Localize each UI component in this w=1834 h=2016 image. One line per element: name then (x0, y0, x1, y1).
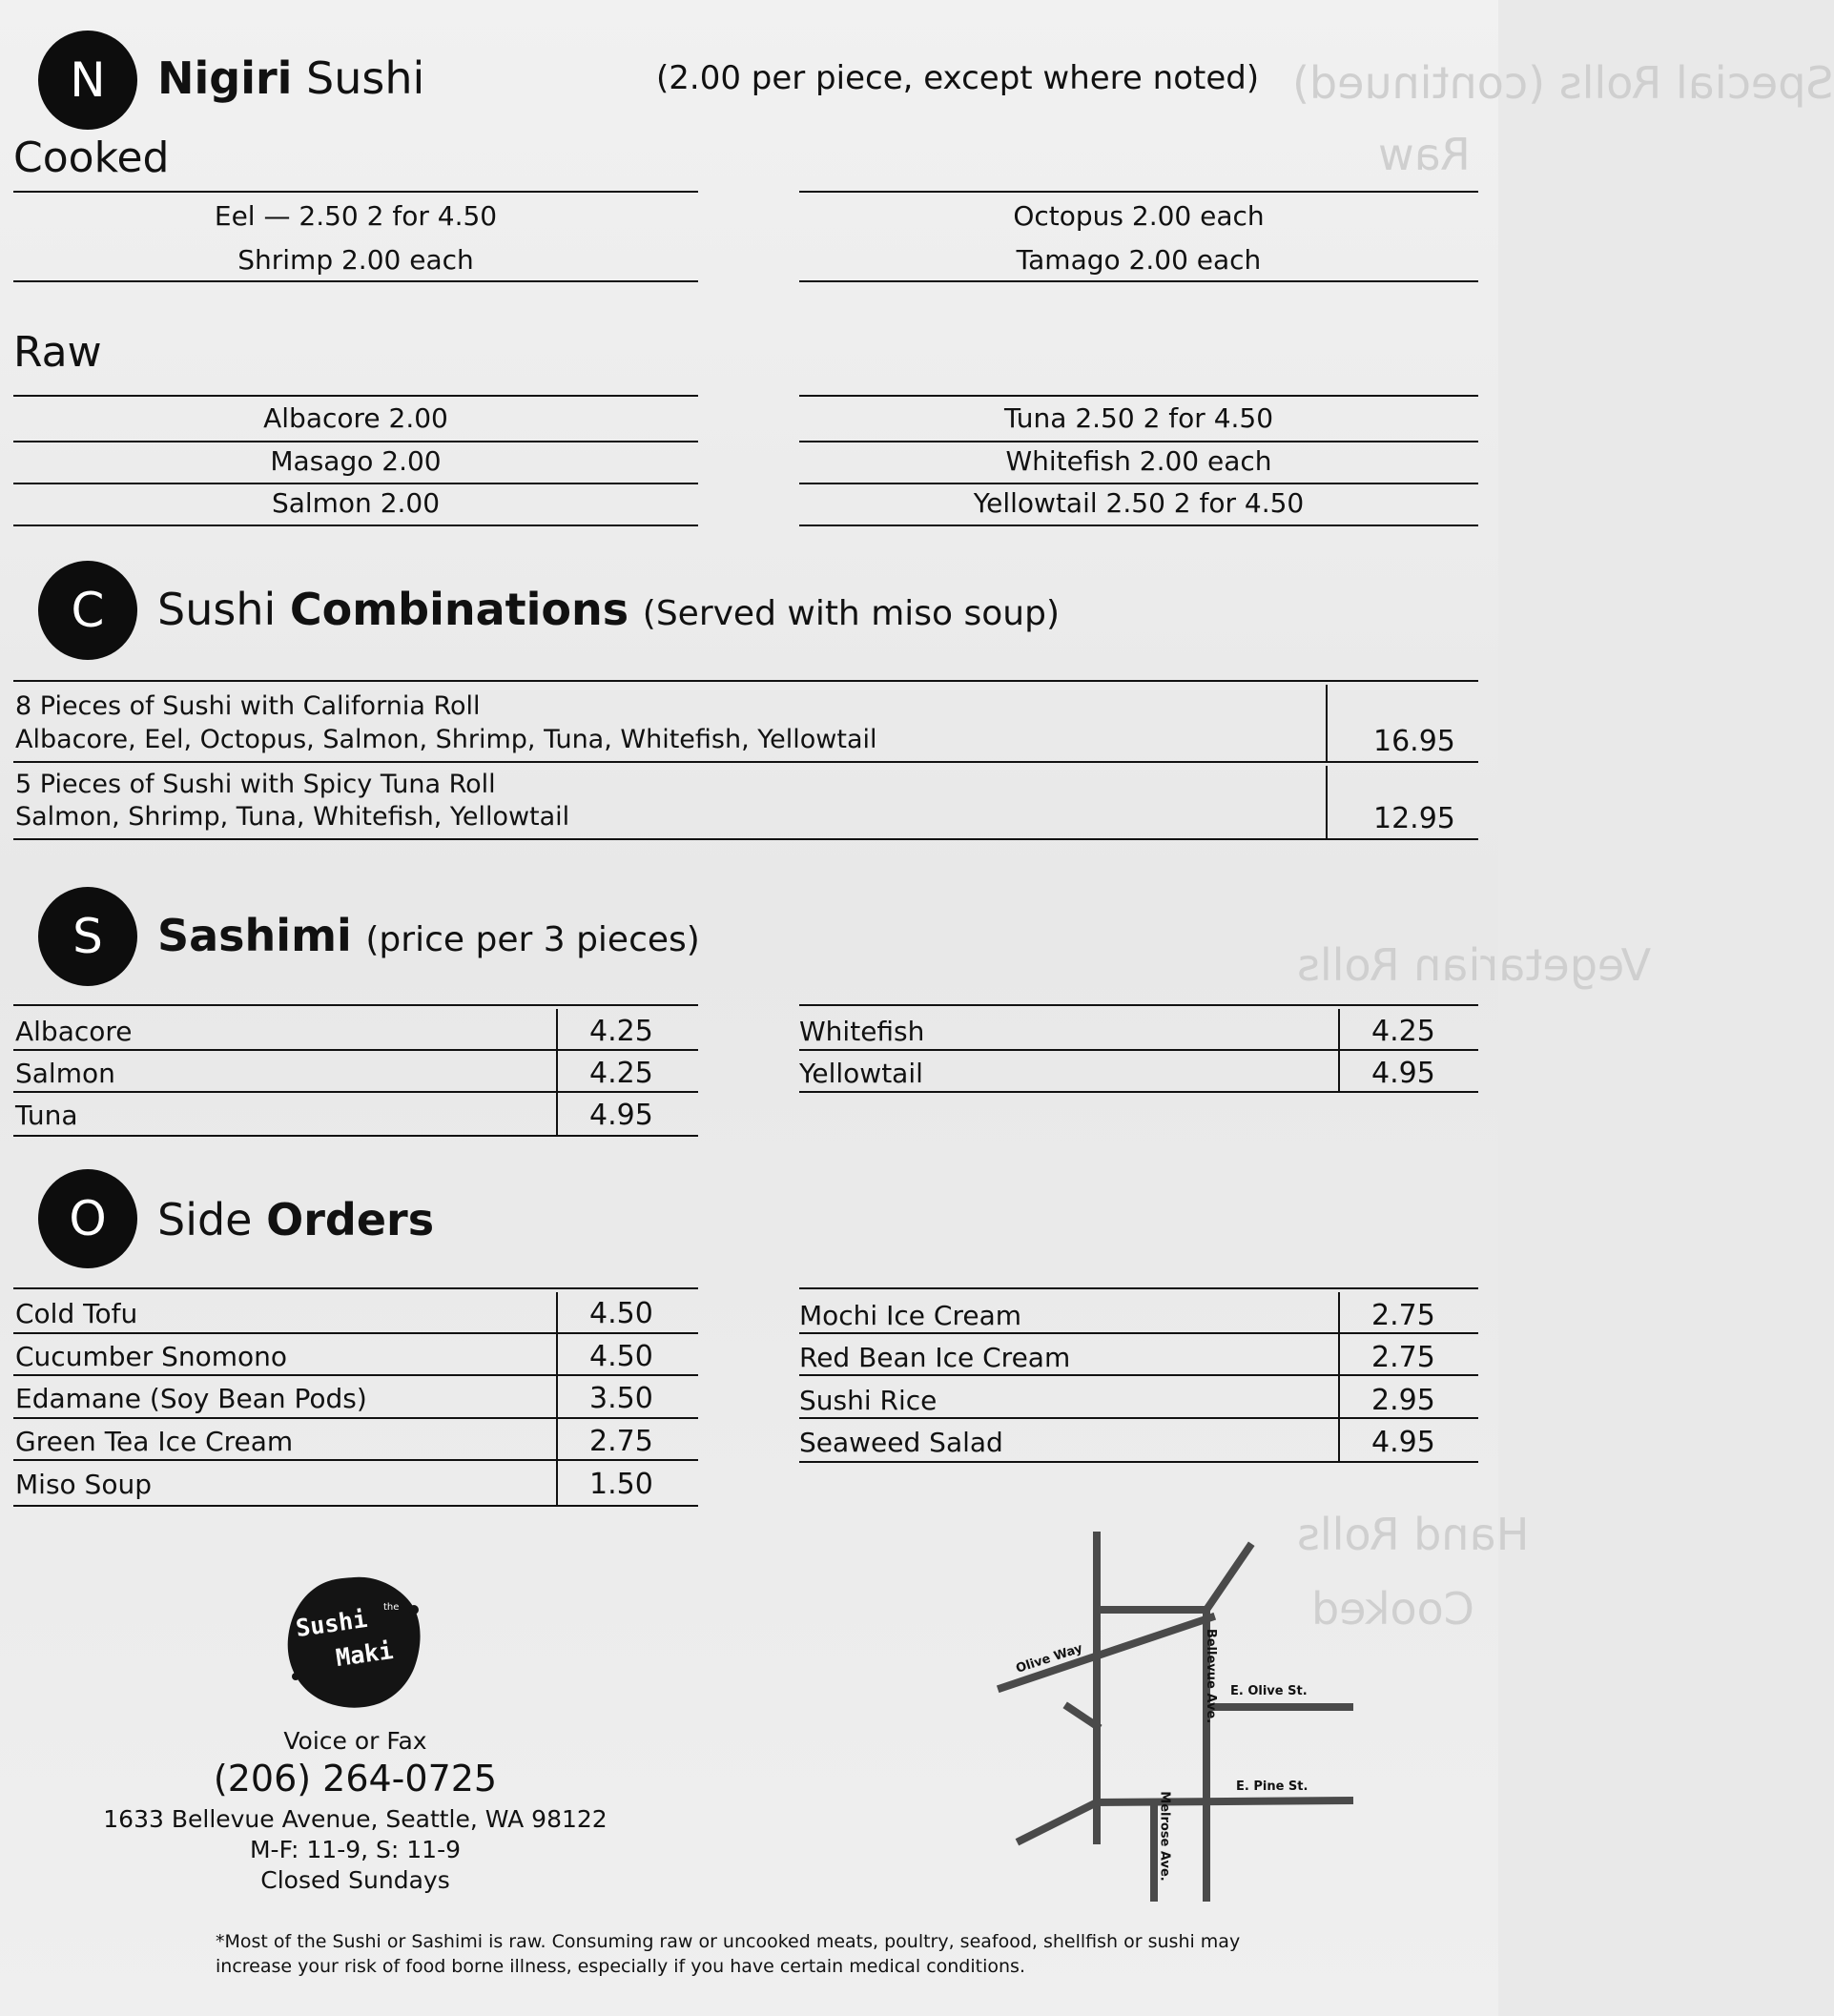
divider (13, 1417, 698, 1419)
side-item-name: Sushi Rice (799, 1385, 938, 1416)
divider (1326, 766, 1328, 838)
divider (13, 838, 1478, 840)
sashimi-item-name: Salmon (15, 1058, 115, 1089)
sashimi-item-price: 4.95 (589, 1099, 653, 1132)
side-item-name: Red Bean Ice Cream (799, 1342, 1071, 1373)
divider (13, 483, 698, 484)
divider (799, 1417, 1478, 1419)
divider (13, 1004, 698, 1006)
side-item-name: Green Tea Ice Cream (15, 1426, 294, 1457)
disclaimer-line-1: *Most of the Sushi or Sashimi is raw. Consuming raw or uncooked meats, poultry, seafood, shellfish or sushi may (216, 1931, 1241, 1952)
divider (799, 441, 1478, 442)
nigiri-cooked-left-item: Shrimp 2.00 each (237, 244, 474, 276)
bleed-hand-rolls: Hand Rolls (1297, 1509, 1530, 1560)
divider (13, 1505, 698, 1507)
divider (13, 191, 698, 193)
divider (799, 483, 1478, 484)
logo (282, 1572, 425, 1711)
map-roads (992, 1526, 1364, 1898)
combinations-badge: C (38, 561, 137, 660)
bleed-cooked: Cooked (1311, 1583, 1474, 1635)
divider (799, 1332, 1478, 1334)
nigiri-title-light: Sushi (306, 52, 425, 104)
divider (13, 1332, 698, 1334)
divider (13, 1459, 698, 1461)
cooked-heading: Cooked (13, 134, 170, 182)
sashimi-item-name: Tuna (15, 1100, 78, 1131)
sashimi-item-name: Whitefish (799, 1016, 925, 1047)
side-orders-title (157, 1194, 434, 1245)
divider (799, 1287, 1478, 1289)
nigiri-cooked-right-item: Tamago 2.00 each (1016, 244, 1262, 276)
nigiri-cooked-right-item: Octopus 2.00 each (1013, 200, 1265, 232)
divider (13, 1049, 698, 1051)
side-item-price: 2.95 (1371, 1384, 1435, 1417)
sashimi-item-name: Albacore (15, 1016, 133, 1047)
sashimi-item-price: 4.95 (1371, 1057, 1435, 1090)
side-item-name: Mochi Ice Cream (799, 1300, 1021, 1331)
side-orders-title-light: Side (157, 1194, 253, 1245)
divider (799, 280, 1478, 282)
phone-number: (206) 264-0725 (213, 1758, 498, 1800)
nigiri-raw-right-item: Whitefish 2.00 each (1005, 445, 1272, 477)
sashimi-title (157, 910, 700, 961)
divider (799, 395, 1478, 397)
divider (799, 1049, 1478, 1051)
divider (13, 395, 698, 397)
divider (13, 525, 698, 526)
nigiri-badge: N (38, 31, 137, 130)
street-label-bellevue-ave: Bellevue Ave. (1204, 1628, 1219, 1724)
logo-text-the: the (383, 1602, 400, 1613)
side-item-price: 4.50 (589, 1340, 653, 1373)
sashimi-title-note: (price per 3 pieces) (365, 920, 700, 959)
bleed-special-rolls: Special Rolls (continued) (1292, 57, 1834, 109)
side-item-price: 2.75 (1371, 1299, 1435, 1332)
sashimi-item-name: Yellowtail (799, 1058, 923, 1089)
divider (799, 1091, 1478, 1093)
nigiri-raw-right-item: Tuna 2.50 2 for 4.50 (1003, 402, 1274, 434)
side-item-name: Miso Soup (15, 1469, 152, 1500)
nigiri-raw-right-item: Yellowtail 2.50 2 for 4.50 (973, 487, 1305, 519)
divider (13, 1091, 698, 1093)
side-item-name: Seaweed Salad (799, 1427, 1003, 1458)
sashimi-title-bold: Sashimi (157, 910, 352, 961)
nigiri-title (157, 52, 424, 104)
sashimi-item-price: 4.25 (1371, 1015, 1435, 1048)
closed-note: Closed Sundays (260, 1866, 450, 1894)
divider (799, 191, 1478, 193)
side-orders-badge: O (38, 1169, 137, 1268)
divider (1338, 1292, 1340, 1462)
combo-item-price: 12.95 (1373, 802, 1455, 835)
logo-text-1: Sushi (294, 1604, 369, 1643)
combo-item-title: 5 Pieces of Sushi with Spicy Tuna Roll (15, 770, 496, 799)
side-item-price: 2.75 (1371, 1341, 1435, 1374)
divider (13, 761, 1478, 763)
side-item-price: 2.75 (589, 1425, 653, 1458)
bleed-vegetarian-rolls: Vegetarian Rolls (1297, 939, 1652, 991)
divider (1338, 1009, 1340, 1093)
combo-item-desc: Salmon, Shrimp, Tuna, Whitefish, Yellowtail (15, 802, 570, 832)
side-item-price: 4.50 (589, 1297, 653, 1330)
side-item-name: Cucumber Snomono (15, 1341, 288, 1372)
divider (799, 1374, 1478, 1376)
combinations-title-bold: Combinations (289, 584, 629, 635)
street-label-e-olive-st: E. Olive St. (1230, 1684, 1308, 1698)
voice-fax-label: Voice or Fax (283, 1727, 427, 1755)
combinations-title (157, 584, 1060, 635)
nigiri-price-note: (2.00 per piece, except where noted) (656, 59, 1260, 97)
combinations-title-light: Sushi (157, 584, 277, 635)
nigiri-title-bold: Nigiri (157, 52, 293, 104)
street-label-e-pine-st: E. Pine St. (1236, 1779, 1309, 1794)
hours: M-F: 11-9, S: 11-9 (249, 1836, 461, 1863)
divider (13, 680, 1478, 682)
side-item-name: Edamane (Soy Bean Pods) (15, 1383, 367, 1414)
side-item-price: 1.50 (589, 1468, 653, 1501)
side-item-price: 4.95 (1371, 1426, 1435, 1459)
side-item-price: 3.50 (589, 1382, 653, 1415)
sashimi-item-price: 4.25 (589, 1015, 653, 1048)
sashimi-badge: S (38, 887, 137, 986)
street-label-melrose-ave: Melrose Ave. (1157, 1791, 1172, 1882)
divider (13, 441, 698, 442)
combinations-title-note: (Served with miso soup) (642, 594, 1060, 633)
divider (556, 1292, 558, 1506)
divider (13, 1287, 698, 1289)
nigiri-raw-left-item: Albacore 2.00 (263, 402, 448, 434)
nigiri-raw-left-item: Masago 2.00 (270, 445, 442, 477)
divider (556, 1009, 558, 1135)
sashimi-item-price: 4.25 (589, 1057, 653, 1090)
combo-item-price: 16.95 (1373, 725, 1455, 758)
logo-text-2: Maki (334, 1635, 395, 1673)
nigiri-raw-left-item: Salmon 2.00 (271, 487, 441, 519)
combo-item-desc: Albacore, Eel, Octopus, Salmon, Shrimp, Tuna, Whitefish, Yellowtail (15, 725, 877, 754)
combo-item-title: 8 Pieces of Sushi with California Roll (15, 691, 481, 721)
divider (13, 1135, 698, 1137)
divider (799, 1461, 1478, 1463)
address: 1633 Bellevue Avenue, Seattle, WA 98122 (103, 1805, 608, 1833)
street-label-olive-way: Olive Way (1014, 1641, 1085, 1677)
location-map (992, 1526, 1364, 1898)
divider (13, 280, 698, 282)
disclaimer-line-2: increase your risk of food borne illness, especially if you have certain medical conditions. (216, 1956, 1025, 1977)
divider (799, 525, 1478, 526)
divider (1326, 685, 1328, 761)
bleed-raw: Raw (1378, 129, 1471, 180)
nigiri-cooked-left-item: Eel — 2.50 2 for 4.50 (214, 200, 498, 232)
divider (799, 1004, 1478, 1006)
divider (13, 1374, 698, 1376)
raw-heading: Raw (13, 328, 102, 377)
side-orders-title-bold: Orders (266, 1194, 435, 1245)
side-item-name: Cold Tofu (15, 1298, 138, 1329)
